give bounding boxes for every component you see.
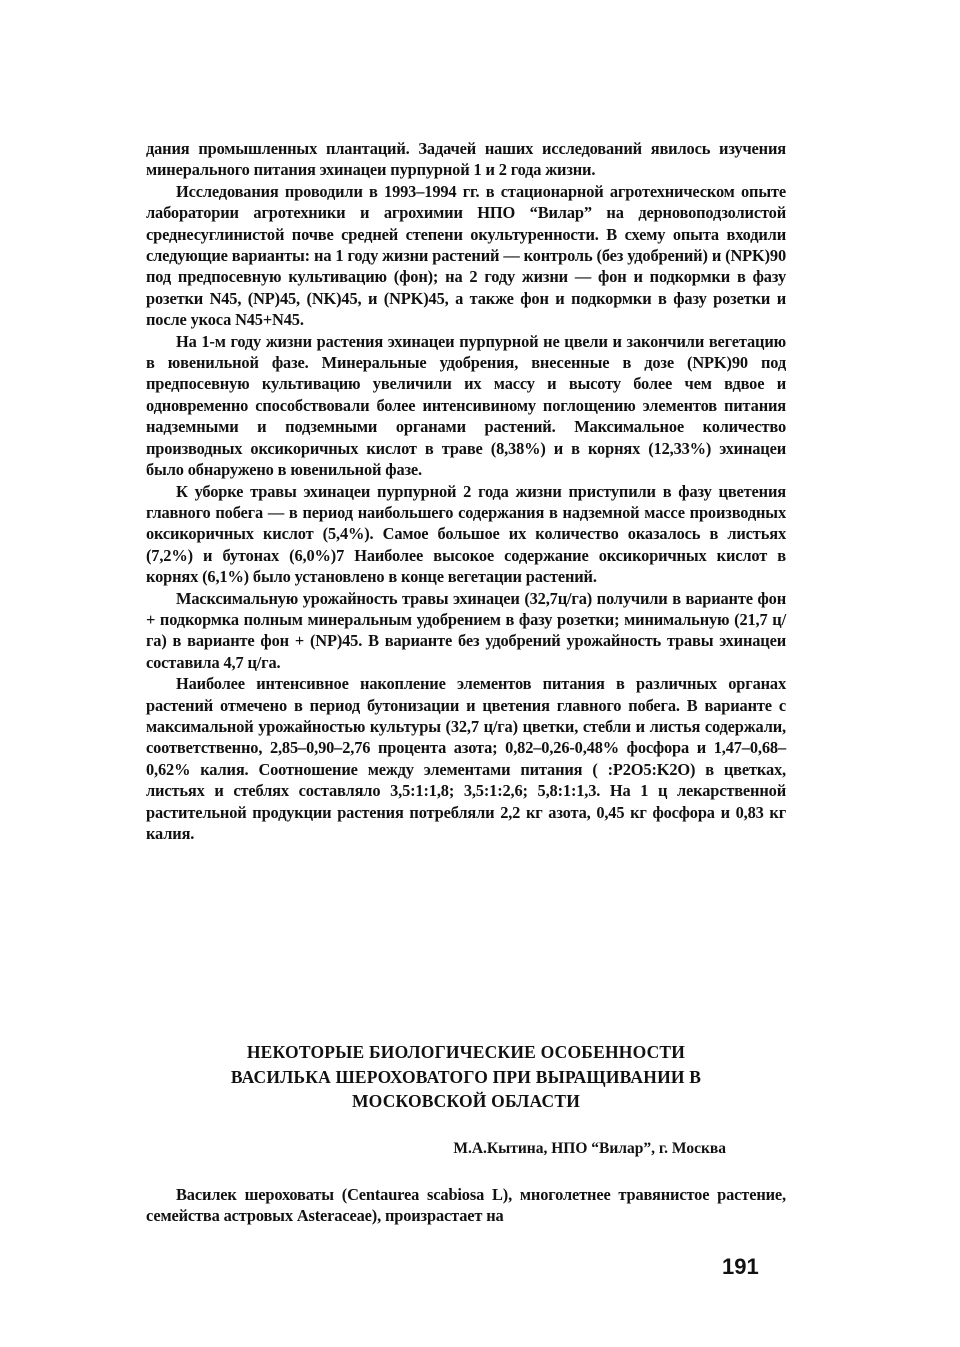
paragraph-article-intro: Василек шероховаты (Centaurea scabiosa L), многолетнее травянистое растение, семейства астровых Asteraceae), произрастает на <box>146 1185 786 1226</box>
paragraph-second-year: К уборке травы эхинацеи пурпурной 2 года жизни приступили в фазу цветения главного побега — в период наибольшего содержания в надземной массе производных оксикоричных кислот (5,4%). Самое большое их количество оказалось в листьях (7,2%) и бутонах (6,0%)7 Наиболее высокое содержание оксикоричных кислот в корнях (6,1%) было установлено в конце вегетации растений. <box>146 481 786 587</box>
article-title-line: ВАСИЛЬКА ШЕРОХОВАТОГО ПРИ ВЫРАЩИВАНИИ В <box>230 1066 702 1087</box>
page-number: 191 <box>722 1254 759 1279</box>
paragraph-methods: Исследования проводили в 1993–1994 гг. в стационарной агротехническом опыте лаборатории агротехники и агрохимии НПО “Вилар” на дерновоподзолистой среднесуглинистой почве средней степени окультуренности. В схему опыта входили следующие варианты: на 1 году жизни растений — контроль (без удобрений) и (NPK)90 под предпосевную культивацию (фон); на 2 году жизни — фон и подкормки в фазу розетки N45, (NP)45, (NK)45, и (NPK)45, а также фон и подкормки в фазу розетки и после укоса N45+N45. <box>146 181 786 330</box>
article-author: М.А.Кытина, НПО “Вилар”, г. Москва <box>453 1140 726 1157</box>
article-body <box>146 138 786 844</box>
article-title-line: НЕКОТОРЫЕ БИОЛОГИЧЕСКИЕ ОСОБЕННОСТИ <box>246 1042 686 1062</box>
paragraph-yield: Масксимальную урожайность травы эхинацеи (32,7ц/га) получили в варианте фон + подкормка полным минеральным удобрением в фазу розетки; минимальную (21,7 ц/га) в варианте фон + (NP)45. В варианте без удобрений урожайность травы эхинацеи составила 4,7 ц/га. <box>146 588 786 672</box>
paragraph-intro-continuation: дания промышленных плантаций. Задачей наших исследований явилось изучения минерального питания эхинацеи пурпурной 1 и 2 года жизни. <box>146 139 786 180</box>
paragraph-nutrients: Наиболее интенсивное накопление элементов питания в различных органах растений отмечено в период бутонизации и цветения главного побега. В варианте с максимальной урожайностью культуры (32,7 ц/га) цветки, стебли и листья содержали, соответственно, 2,85–0,90–2,76 процента азота; 0,82–0,26-0,48% фосфора и 1,47–0,68–0,62% калия. Соотношение между элементами питания ( :P2O5:K2O) в цветках, листьях и стеблях составляло 3,5:1:1,8; 3,5:1:2,6; 5,8:1:1,3. На 1 ц лекарственной растительной продукции растения потребляли 2,2 кг азота, 0,45 кг фосфора и 0,83 кг калия. <box>146 674 786 843</box>
article-title <box>146 1040 786 1114</box>
article-title-line: МОСКОВСКОЙ ОБЛАСТИ <box>351 1091 581 1111</box>
paragraph-first-year: На 1-м году жизни растения эхинацеи пурпурной не цвели и закончили вегетацию в ювенильной фазе. Минеральные удобрения, внесенные в дозе (NPK)90 под предпосевную культивацию увеличили их массу и высоту более чем вдвое и одновременно способствовали более интенсивиному поглощению элементов питания надземными и подземными органами растений. Максимальное количество производных оксикоричных кислот в траве (8,38%) и в корнях (12,33%) эхинацеи было обнаружено в ювенильной фазе. <box>146 331 786 480</box>
article-intro <box>146 1184 786 1227</box>
